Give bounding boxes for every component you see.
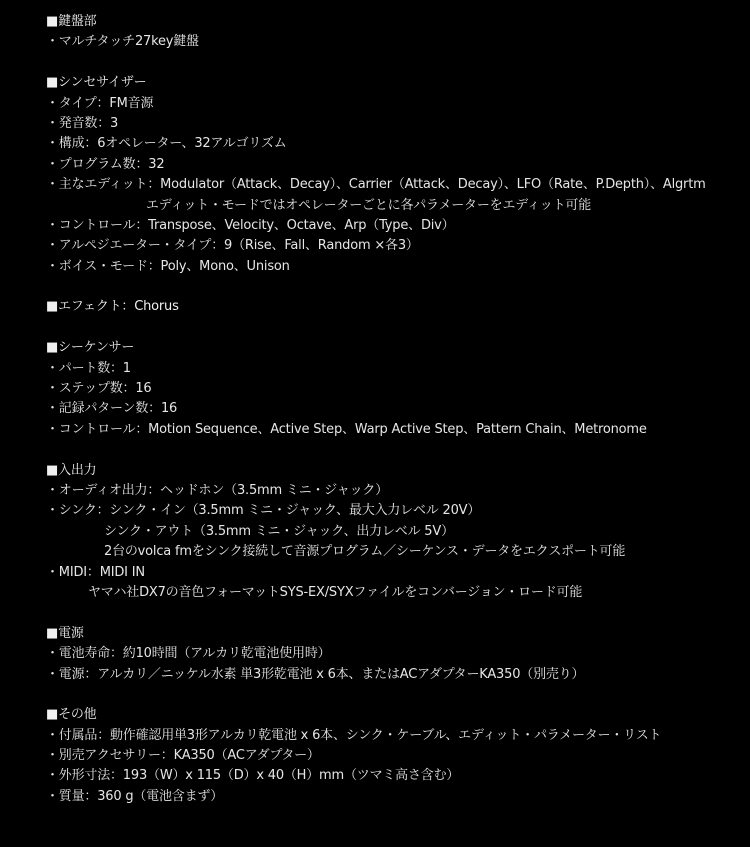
spec-item-programs: ・プログラム数：32 bbox=[46, 156, 165, 172]
section-heading-io: ■入出力 bbox=[46, 462, 97, 478]
spec-item-voices: ・発音数：3 bbox=[46, 115, 119, 131]
spec-item-structure: ・構成：6オペレーター、32アルゴリズム bbox=[46, 136, 287, 152]
spec-item-steps: ・ステップ数：16 bbox=[46, 381, 152, 397]
spec-item-battery-life: ・電池寿命：約10時間（アルカリ乾電池使用時） bbox=[46, 646, 331, 662]
spec-item-patterns: ・記録パターン数：16 bbox=[46, 401, 178, 417]
spec-item-midi: ・MIDI：MIDI IN bbox=[46, 564, 145, 580]
spec-item-accessory: ・別売アクセサリー：KA350（ACアダプター） bbox=[46, 748, 320, 764]
spec-item-sequencer-controls: ・コントロール：Motion Sequence、Active Step、Warp Active Step、Pattern Chain、Metronome bbox=[46, 421, 647, 437]
spec-item-voice-mode: ・ボイス・モード：Poly、Mono、Unison bbox=[46, 258, 290, 274]
spec-sheet bbox=[46, 12, 736, 807]
spec-item-audio-out: ・オーディオ出力：ヘッドホン（3.5mm ミニ・ジャック） bbox=[46, 482, 389, 498]
spec-item-keyboard: ・マルチタッチ27key鍵盤 bbox=[46, 34, 199, 50]
spec-item-sync-note: 2台のvolca fmをシンク接続して音源プログラム／シーケンス・データをエクスポート可能 bbox=[104, 544, 626, 560]
spec-item-power-source: ・電源：アルカリ／ニッケル水素 単3形乾電池 x 6本、またはACアダプターKA350（別売り） bbox=[46, 666, 585, 682]
section-heading-keyboard: ■鍵盤部 bbox=[46, 14, 97, 29]
section-gap bbox=[46, 603, 736, 623]
spec-item-sync-out: シンク・アウト（3.5mm ミニ・ジャック、出力レベル 5V） bbox=[104, 523, 454, 539]
section-gap bbox=[46, 277, 736, 297]
spec-item-edit-continued: エディット・モードではオペレーターごとに各パラメーターをエディット可能 bbox=[146, 197, 592, 213]
spec-item-weight: ・質量：360 g（電池含まず） bbox=[46, 788, 223, 804]
section-heading-other: ■その他 bbox=[46, 707, 97, 723]
section-heading-sequencer: ■シーケンサー bbox=[46, 340, 135, 356]
spec-item-midi-note: ヤマハ社DX7の音色フォーマットSYS-EX/SYXファイルをコンバージョン・ロード可能 bbox=[88, 584, 583, 600]
spec-item-synth-type: ・タイプ：FM音源 bbox=[46, 95, 154, 111]
spec-item-sync: ・シンク：シンク・イン（3.5mm ミニ・ジャック、最大入力レベル 20V） bbox=[46, 503, 481, 519]
section-gap bbox=[46, 318, 736, 338]
section-heading-effect: ■エフェクト：Chorus bbox=[46, 299, 179, 315]
spec-item-arp-type: ・アルペジエーター・タイプ：9（Rise、Fall、Random ×各3） bbox=[46, 238, 419, 254]
spec-item-synth-controls: ・コントロール：Transpose、Velocity、Octave、Arp（Type、Div） bbox=[46, 217, 455, 233]
spec-item-parts: ・パート数：1 bbox=[46, 360, 131, 376]
section-heading-power: ■電源 bbox=[46, 625, 84, 641]
section-gap bbox=[46, 685, 736, 705]
spec-item-edit: ・主なエディット：Modulator（Attack、Decay）、Carrier（Attack、Decay）、LFO（Rate、P.Depth）、Algrtm bbox=[46, 177, 706, 193]
spec-item-dimensions: ・外形寸法：193（W）x 115（D）x 40（H）mm（ツマミ高さ含む） bbox=[46, 768, 460, 784]
section-gap bbox=[46, 440, 736, 460]
section-heading-synth: ■シンセサイザー bbox=[46, 75, 147, 91]
spec-item-included: ・付属品：動作確認用単3形アルカリ乾電池 x 6本、シンク・ケーブル、エディット・パラメーター・リスト bbox=[46, 727, 662, 743]
section-gap bbox=[46, 53, 736, 73]
